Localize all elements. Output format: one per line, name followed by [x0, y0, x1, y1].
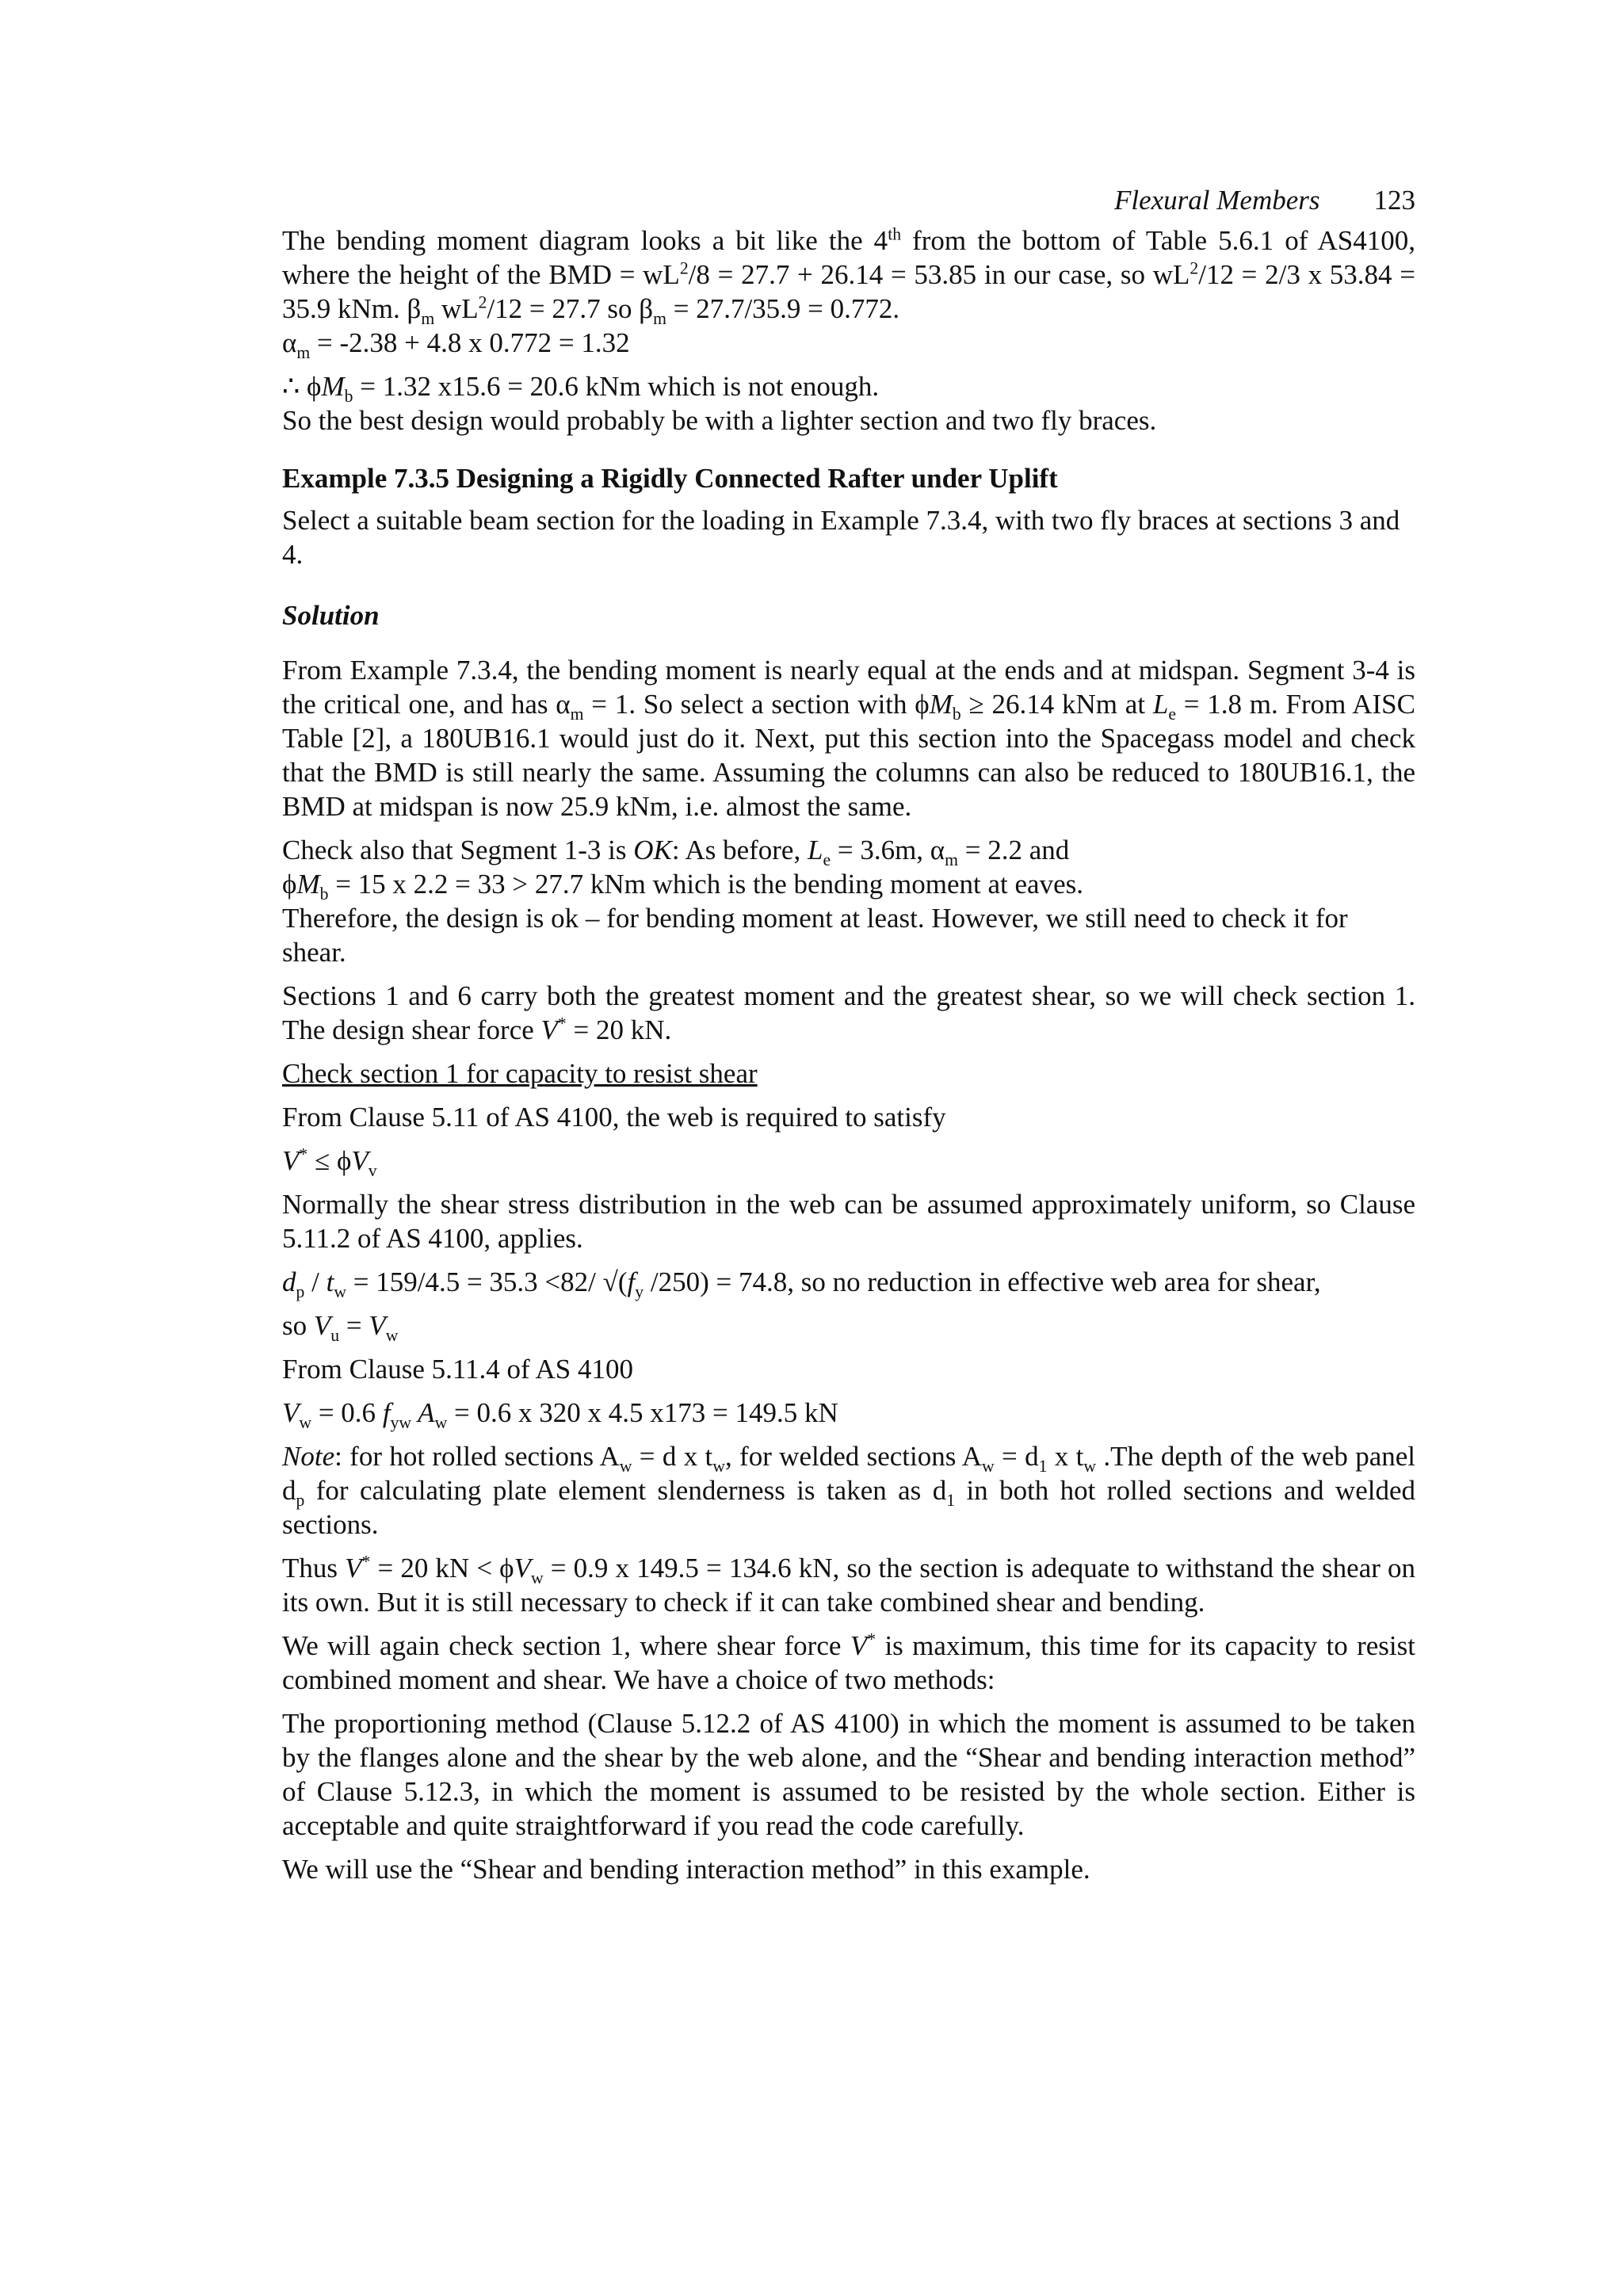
paragraph-combined-check: We will again check section 1, where shear force V* is maximum, this time for its capacity to resist combined moment and shear. We have a choice of two methods: [282, 1629, 1415, 1695]
paragraph-methods: The proportioning method (Clause 5.12.2 of AS 4100) in which the moment is assumed to be taken by the flanges alone and the shear by the web alone, and the “Shear and bending interaction method” of Clause 5.12.3, in which the moment is assumed to be resisted by the whole section. Either is acceptable and quite straightforward if you read the code carefully. [282, 1708, 1415, 1841]
design-ok-text: Therefore, the design is ok – for bending moment at least. However, we still need to check it for shear. [282, 903, 1348, 968]
running-header [1114, 182, 1415, 219]
check-shear-subheading: Check section 1 for capacity to resist shear [282, 1058, 758, 1089]
vu-equals-vw: so $V_u = V_w$ [282, 1310, 399, 1345]
paragraph-clause-5-11-4: From Clause 5.11.4 of AS 4100 [282, 1354, 634, 1385]
paragraph-shear-distribution: Normally the shear stress distribution in the web can be assumed approximately uniform, so Clause 5.11.2 of AS 4100, applies. [282, 1189, 1415, 1254]
vw-equation: $V_w = 0.6$ $f_{yw}$ $A_w = 0.6$ x 320 x 4.5 x173 = 149.5 kN [282, 1397, 838, 1432]
shear-inequality: $V^* \le \phi V_v$ [282, 1144, 377, 1180]
solution-heading: Solution [282, 600, 380, 631]
paragraph-phi-mb-result: ∴ $\phi M_b = 1.32$ x15.6 = 20.6 kNm which is not enough. So the best design would probably be with a lighter section and two fly braces. [282, 371, 1157, 436]
paragraph-example-statement: Select a suitable beam section for the loading in Example 7.3.4, with two fly braces at sections 3 and 4. [282, 505, 1400, 570]
paragraph-section-selection: From Example 7.3.4, the bending moment is nearly equal at the ends and at midspan. Segment 3-4 is the critical one, and has $\alpha_m = 1$. So select a section with $\phi M_b \ge 26.14$ kNm at $L_e = 1.8$ m. From AISC Table [2], a 180UB16.1 would just do it. Next, put this section into the Spacegass model and check that the BMD is still nearly the same. Assuming the columns can also be reduced to 180UB16.1, the BMD at midspan is now 25.9 kNm, i.e. almost the same. [282, 655, 1415, 822]
paragraph-method-choice: We will use the “Shear and bending interaction method” in this example. [282, 1854, 1090, 1885]
paragraph-shear-adequate: Thus V* = 20 kN < $\phi V_w = 0.9$ x 149.5 = 134.6 kN, so the section is adequate to withstand the shear on its own. But it is still necessary to check if it can take combined shear and bending. [282, 1552, 1415, 1618]
paragraph-note: Note: for hot rolled sections $A_w = d$ x $t_w$, for welded sections $A_w = d_1$ x $t_w$ .The depth of the web panel $d_p$ for calculating plate element slenderness is taken as $d_1$ in both hot rolled sections and welded sections. [282, 1441, 1415, 1540]
paragraph-design-shear: Sections 1 and 6 carry both the greatest moment and the greatest shear, so we will check section 1. The design shear force V* = 20 kN. [282, 980, 1415, 1045]
page-number: 123 [1373, 185, 1415, 216]
page-body [282, 223, 1415, 1896]
running-title: Flexural Members [1113, 185, 1320, 216]
paragraph-bmd-comparison: The bending moment diagram looks a bit like the 4th from the bottom of Table 5.6.1 of AS4100, where the height of the BMD = $wL^2/8 = 27.7 + 26.14 = 53.85$ in our case, so $wL^2/12 = 2/3$ x 53.84 = 35.9 kNm. $\beta_m$ $wL^2/12 = 27.7$ so $\beta_m = 27.7/35.9 = 0.772$. $\alpha_m = -2.38 + 4.8$ x 0.772 = 1.32 [282, 224, 1415, 362]
example-heading: Example 7.3.5 Designing a Rigidly Connected Rafter under Uplift [282, 463, 1058, 494]
alpha-m-equation: $\alpha_m = -2.38 + 4.8$ x 0.772 = 1.32 [282, 327, 630, 362]
paragraph-clause-5-11: From Clause 5.11 of AS 4100, the web is required to satisfy [282, 1102, 946, 1133]
paragraph-segment-check: Check also that Segment 1-3 is OK: As before, $L_e = 3.6m$, $\alpha_m = 2.2$ and $\phi M_b = 15$ x 2.2 = 33 > 27.7 kNm which is the bending moment at eaves. Therefore, the design is ok – for bending moment at least. However, we still need to check it for shear. [282, 835, 1348, 968]
web-slenderness-equation: $d_p / t_w = 159/4.5 = 35.3 <82/$ $√(f_y$ /250) = 74.8, so no reduction in effective web area for shear, [282, 1266, 1321, 1301]
